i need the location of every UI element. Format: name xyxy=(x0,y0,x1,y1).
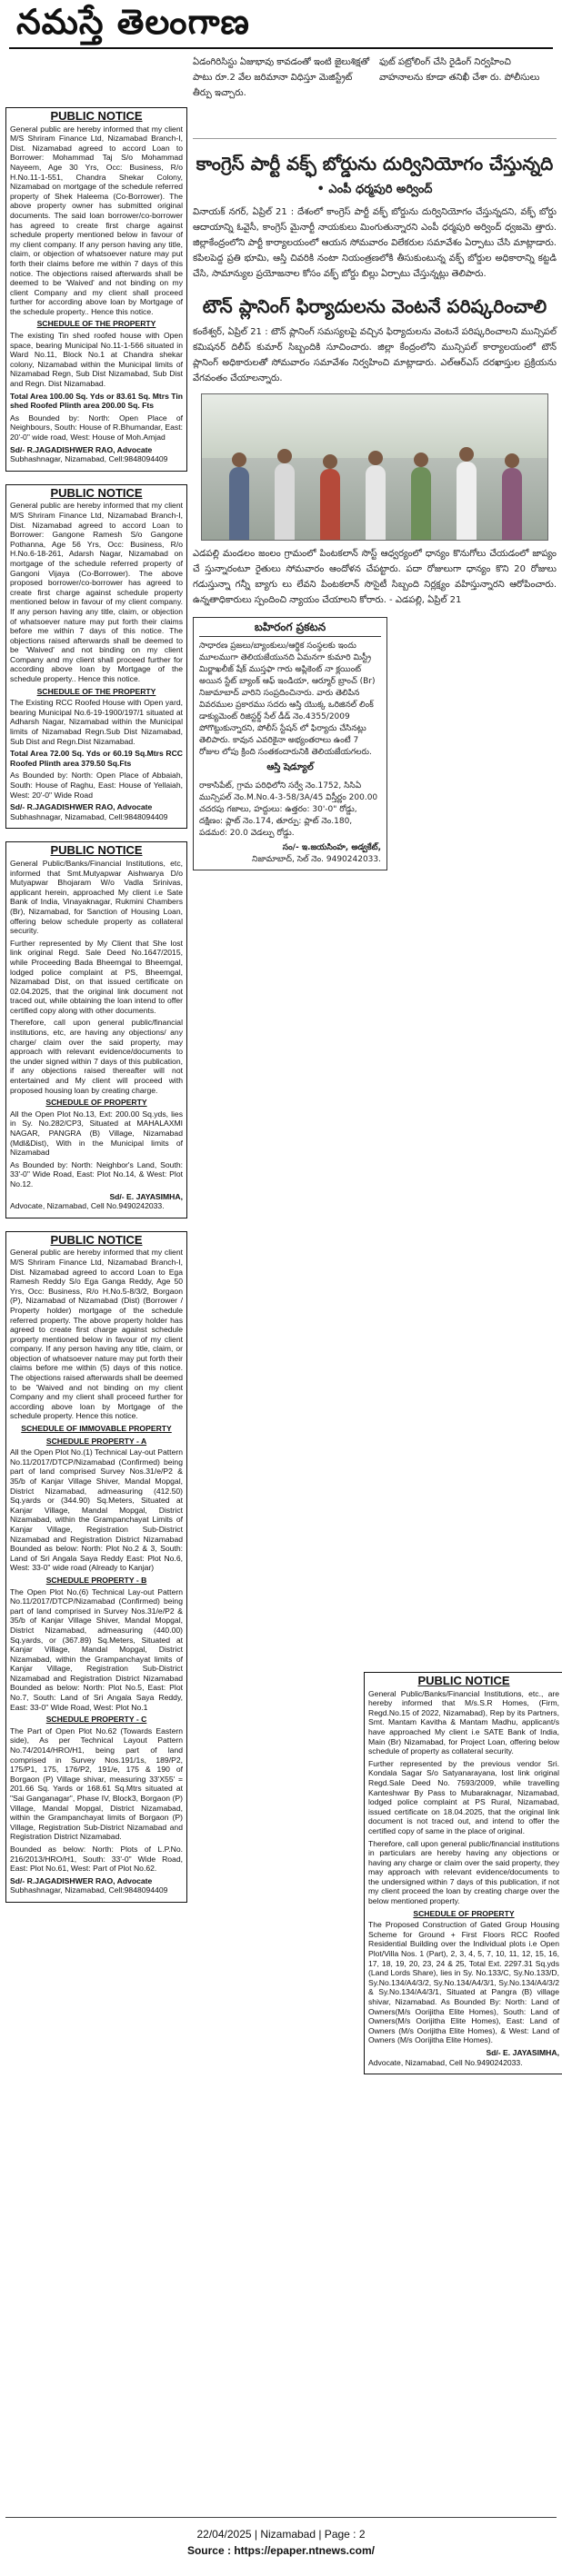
story-town-planning xyxy=(193,294,557,386)
public-notice-4 xyxy=(5,1231,187,1903)
signature: Sd/- R.JAGADISHWER RAO, Advocate xyxy=(10,802,153,812)
bounded-text: Bounded as below: North: Plots of L.P.No. 216/2013/HRO/H1, South: 33'-0" Wide Road, East: Plot No.61, West: Part of Plot No.62. xyxy=(10,1844,183,1874)
signature: Sd/- R.JAGADISHWER RAO, Advocate xyxy=(10,444,153,454)
notice-body: General public are hereby informed that my client M/S Shriram Finance Ltd, Nizamabad Branch-I, Dist. Nizamabad agreed to accord Loan to Borrower: Mohammad Taj S/o Mohammad Nayeem, Age 30 Yrs, Occ: Business, R/o H.No.11-1-551, Chandra Shekar Colony, Nizamabad on mortgage of the schedule referred property of Shek Haleema (Co-Borrower). The above property owner has submitted original documents. The said loan borrower/co-borrower has agreed to create first charge against schedule property mentioned below in favour of my client company. If any person having any title, claim, or objection of whatsoever nature may put forth their claims before me within 7 days of this notice. The objections raised afterwards shall be deemed to be 'Waived' and not binding on my client Company and my client shall proceed further for according above loan by Mortgage of the schedule property.. Hence this notice. xyxy=(10,124,183,316)
bounded-text: As Bounded by: North: Open Place of Neighbours, South: House of R.Bhumandar, East: 20'-0" wide road, West: House of Moh.Amjad xyxy=(10,413,183,442)
public-notice-1 xyxy=(5,107,187,472)
story-headline: కాంగ్రెస్ పార్టీ వక్ఫ్ బోర్డును దుర్వినియోగం చేస్తున్నది xyxy=(196,153,554,174)
footer-date-page: 22/04/2025 | Nizamabad | Page : 2 xyxy=(196,2528,366,2541)
schedule-text: All the Open Plot No.13, Ext: 200.00 Sq.yds, lies in Sy. No.282/CP3, Situated at MAHALAXMI NAGAR, PANGRA (B) Village, Nizamabad (Mdl&Dist), With in the Municipal limits of Nizamabad xyxy=(10,1109,183,1158)
address: Subhashnagar, Nizamabad, Cell:9848094409 xyxy=(10,811,168,821)
notice-body-2: Further represented by the previous vendor Sri. Kondala Sagar S/o Satyanarayana, lost link original Regd.Sale Deed No. 7593/2009, while travelling Kanteshwar By Pass to Mubaraknagar, Nizamabad, lodged police complaint at PS Rural, Nizamabad, issued certificate on 18.04.2025, that the original link document is not traced out, and intend to offer the certified copy of same in the place of original. xyxy=(368,1758,559,1835)
notice-body: General Public/Banks/Financial Institutions, etc., are hereby informed that M/s.S.R Homes, (Firm, Regd.No.15 of 2022, Nizamabad), Rep by its Partners, Smt. Mantam Kavitha & Mantam Madhu, applicant/s have approached My client i.e SATE Bank of India, Main (Br) Nizamabad, for Project Loan, offering below schedule of property as collateral security. xyxy=(368,1688,559,1756)
schedule-a-text: All the Open Plot No.(1) Technical Lay-out Pattern No.11/2017/DTCP/Nizamabad (Confirmed) being part of land comprised Survey Nos.31/e/P2 & 35/b of Kanjar Village Shiver, Mandal Mopgal, District Nizamabad, admeasuring (412.50) Sq.yards or (344.90) Sq.Meters, Situated at Kanjar Village, Mandal Mopgal, District Nizamabad, within the Grampanchayat Limits of Kanjar Village, Registration Sub-District Nizamabad and Registration District Nizamabad Bounded as below: North: Plot No.2 & 3, South: Land of Sri Angala Saya Reddy East: Plot No.6, West: 33-0" wide road (Already to Kanjar) xyxy=(10,1447,183,1573)
person-figure xyxy=(411,467,431,540)
address: Advocate, Nizamabad, Cell No.9490242033. xyxy=(368,2057,523,2067)
schedule-b-heading: SCHEDULE PROPERTY - B xyxy=(45,1575,147,1585)
footer-source-link[interactable]: Source : https://epaper.ntnews.com/ xyxy=(186,2544,376,2557)
story-body: ఎడపల్లి మండలం జంలం గ్రామంలో పింటకలాన్ సొస్ట్ ఆధ్వర్యంలో ధాన్యం కొనుగోలు చేయడంలో జాప్యం చే స్తున్నారంటూ రైతులు సోమవారం ఆందోళన చేపట్టారు. పదా రోజులుగా ధాన్యం కొని 20 రోజులు గడుస్తున్నా గన్నీ బ్యాగు లు లేవని పింటకలాన్ సొసైటీ సిబ్బంది నిర్లక్ష్యం వహిస్తున్నారని ఆరోపించారు. ఉన్నతాధికారులు స్పందించి న్యాయం చేయాలని కోరారు. - ఎడపల్లి, ఏప్రిల్ 21 xyxy=(193,549,557,605)
person-figure xyxy=(229,467,249,540)
page-footer xyxy=(0,2526,562,2559)
notice-body-3: Therefore, call upon general public/financial institutions in particulars are hereby having any objections or having any charge or claim over the said property, they may approach with relevant evidence/documents to the undersigned within 7 days of this publication, if not my client proceed the loan by creating charge over the below mentioned property. xyxy=(368,1838,559,1906)
schedule-c-text: The Part of Open Plot No.62 (Towards Eastern side), As per Technical Layout Pattern No.74/2014/HRO/H1, being part of land comprised in Survey Nos.191/1s, 189/P2, 175/P1, 175, 176/P2, 191/e, 175 & 190 of Borgaon (P) Village shivar, measuring 33'X55' = 201.66 Sq. Yards or 168.61 Sq.Mtrs situated at "Sai Ganganagar", Phase IV, Block3, Borgaon (P) Village, Mandal Mopgal, District Nizamabad, within the Grampanchayat limits of Borgaon (P) Village, Registration Sub-District Nizamabad and Registration District Nizamabad. xyxy=(10,1726,183,1842)
area-text: Total Area 72.00 Sq. Yds or 60.19 Sq.Mtrs RCC Roofed Plinth area 379.50 Sq.Fts xyxy=(10,749,183,768)
left-column xyxy=(5,107,187,1915)
schedule-text: The Existing RCC Roofed House with Open yard, bearing Municipal No.6-19-1900/197/1 situated at Adharsh Nagar, Nizamabad within the Municipal limits of Nizamabad Regn.Sub Dist Nizamabad, Sub Dist and Regn.Dist Nizamabad. xyxy=(10,698,183,746)
story-farmers xyxy=(193,546,557,608)
schedule-b-text: The Open Plot No.(6) Technical Lay-out Pattern No.11/2017/DTCP/Nizamabad (Confirmed) being part of land comprised in Survey Nos.31/e/P2 & 35/b of Kanjar Village Shiver, Mandal Mopgal, District Nizamabad, admeasuring (440.00) Sq.yards, or (367.89) Sq.Meters, Situated at Kanjar Village, Mandal Mopgal, District Nizamabad, within the Grampanchayat limits of Kanjar Village, Registration Sub-District Nizamabad and Registration District Nizamabad Bounded as below: North: Plot No.5, East: Plot No.7, South: Land of Sri Angala Saya Reddy, East: 33-0" Wide Road, West: Plot No.1 xyxy=(10,1586,183,1712)
signature: Sd/- E. JAYASIMHA, xyxy=(109,1191,183,1201)
bounded-text: As Bounded by: North: Open Place of Abbaiah, South: House of Raghu, East: House of Yellaiah, West: 20'-0" Wide Road xyxy=(10,771,183,800)
story-subhead: • ఎంపీ ధర్మపురి అర్వింద్ xyxy=(316,183,433,196)
schedule-heading: SCHEDULE OF PROPERTY xyxy=(45,1098,147,1108)
signature: Sd/- R.JAGADISHWER RAO, Advocate xyxy=(10,1875,153,1885)
telugu-announcement xyxy=(193,617,387,870)
schedule-heading: SCHEDULE OF THE PROPERTY xyxy=(36,686,156,696)
news-photo xyxy=(201,393,548,541)
announcement-address: నిజామాబాద్, సెల్ నెం. 9490242033. xyxy=(252,855,381,864)
notice-heading: PUBLIC NOTICE xyxy=(50,109,143,123)
notice-heading: PUBLIC NOTICE xyxy=(50,843,143,858)
address: Advocate, Nizamabad, Cell No.9490242033. xyxy=(10,1201,165,1211)
schedule-a-heading: SCHEDULE PROPERTY - A xyxy=(45,1436,147,1446)
person-figure xyxy=(502,468,522,540)
story-headline: టౌన్ ప్లానింగ్ ఫిర్యాదులను వెంటనే పరిష్కరించాలి xyxy=(202,295,547,317)
notice-heading: PUBLIC NOTICE xyxy=(50,1232,143,1247)
bounded-text: As Bounded by: North: Neighbor's Land, South: 33'-0" Wide Road, East: Plot No.14, & West: Plot No.12. xyxy=(10,1159,183,1189)
schedule-text: The Proposed Construction of Gated Group Housing Scheme for Ground + First Floors RCC Roofed Residential Building over the Individual plots i.e Open Plot/Villa Nos. 1 (Part), 2, 3, 4, 5, 7, 10, 11, 12, 15, 16, 17, 18, 19, 20, 23, 24 & 25, Total Ext. 2297.31 Sq.yds (Land Lords Share), lies in Sy. No.133/C, Sy.No.133/D, Sy.No.134/A4/3/2, Sy.No.134/A4/3/1, Sy.No.134/A4/3/2 & Sy.No.134/A4/3/1, Situated at Pangra (B) village shivar, Nizamabad. As Bounded By: North: Land of Owners(M/s Oorijitha Elite Homes), South: Land of Owners(M/s Oorijitha Elite Homes), East: Land of Owners (M/s Oorijitha Elite Homes), & West: Land of Owners (M/s Oorijitha Elite Homes). xyxy=(368,1920,559,2045)
newspaper-title: నమస్తే తెలంగాణ xyxy=(16,2,250,42)
schedule-text: The existing Tin shed roofed house with Open space, bearing Municipal No.11-1-566 situated in Ward No.11, Block No.1 at Chandra shekar colony, Nizamabad within the Municipal limits of Nizamabad Regn, Sub Dist Nizamabad, Sub Dist and Regn. Dist Nizamabad. xyxy=(10,331,183,389)
top-snippets xyxy=(193,55,557,139)
area-text: Total Area 100.00 Sq. Yds or 83.61 Sq. Mtrs Tin shed Roofed Plinth area 200.00 Sq. Fts xyxy=(10,391,183,411)
notice-body: General public are hereby informed that my client M/S Shriram Finance Ltd, Nizamabad Branch-I, Dist. Nizamabad agreed to accord Loan to Borrower: Gangone Ramesh S/o Gangone Pothanna, Age 56 Yrs, Occ: Business, R/o H.No.6-18-261, Adarsh Nagar, Nizamabad on mortgage of the schedule referred property of Gangoni Vijaya (Co-Borrower). The above proposed borrower/co-borrower has agreed to create first charge against schedule property mentioned below in favour of my client company. If any person having any title, claim, or objection of whatsoever nature may put forth their claims before me within 7 days of this notice. The objections raised afterwards shall be deemed to be 'Waived' and not binding on my client Company and my client shall proceed further for according above loan by Mortgage of the schedule property.. Hence this notice. xyxy=(10,501,183,684)
announcement-body: సాధారణ ప్రజలు/బ్యాంకులు/ఆర్థిక సంస్థలకు ఇందు మూలముగా తెలియజేయునది ఏమనగా కుమారి మిస్ట్రీ మిర్జాఖలీజ్ షేక్ ముస్తఫా గారు అప్లికెంట్ నా క్లయింట్ అయిన స్టేట్ బ్యాంక్ ఆఫ్ ఇండియా, ఆర్మూర్ బ్రాంచ్ (Br) నిజామాబాద్ వారిని సంప్రదించినారు. వారు తెలిపిన వివరముల ప్రకారము సదరు ఆస్తి యొక్క ఒరిజినల్ లింక్ డాక్యుమెంట్ రిజిస్టర్డ్ సేల్ డీడ్ నెం.4355/2009 పోగొట్టుకున్నారని, పోలీస్ స్టేషన్ లో ఫిర్యాదు చేసినట్లు తెలిపారు. కావున ఎవరికైనా అభ్యంతరాలు ఉంటే 7 రోజుల లోపు క్రింది సంతకందారునికి తెలియజేయగలరు. xyxy=(199,642,376,757)
masthead-divider xyxy=(9,47,553,49)
masthead xyxy=(0,0,562,51)
news-snippet-1: ఏడంగిరిసిస్టు ఏజుభావు కావడంతో ఇంటి జైలుశిక్షతో పాటు రూ.2 వేల జరిమానా విధిస్తూ మెజిస్ట్రేట్ తీర్పు ఇచ్చారు. xyxy=(193,57,370,98)
person-figure xyxy=(457,462,477,540)
person-figure xyxy=(275,463,295,540)
notice-body: General public are hereby informed that my client M/S Shriram Finance Ltd, Nizamabad Branch-I, Dist. Nizamabad agreed to accord Loan to Ega Ramesh Reddy S/o Ega Ganga Reddy, Age 50 Yrs, Occ: Business, R/o H.No.5-8/3/2, Borgaon (P), Nizamabad of Nizamabad (Dist) (Borrower / Property holder) mortgage of the schedule referred property. The above property holder has agreed to create first charge against schedule property mentioned below in favour of my client company. If any person having any title, claim, or objection of whatsoever nature may put forth their claims before me within (5) days of this notice. The objections raised afterwards shall be deemed to be 'Waived and not binding on my client Company and my client shall proceed further for according above loan by Mortgage of the schedule property. Hence this notice. xyxy=(10,1248,183,1421)
notice-body: General Public/Banks/Financial Institutions, etc, informed that Smt.Mutyapwar Aishwarya D/o Mutyapwar Bhojaram W/o Vadla Srinivas, applicant herein, approached My client i.e Sate Bank of India, Vinayaknagar, Rukmini Chambers (Br), Nizamabad, for Sanction of Housing Loan, offering below schedule property as collateral security. xyxy=(10,858,183,936)
news-snippet-2: ఫుట్ పట్రోలింగ్ చేసి రైడింగ్ నిర్వహించి వాహనాలను కూడా తనిఖీ చేశా రు. పోలీసులు xyxy=(379,57,540,83)
person-figure xyxy=(320,469,340,540)
address: Subhashnagar, Nizamabad, Cell:9848094409 xyxy=(10,1885,168,1895)
notice-body-2: Further represented by My Client that She lost link original Regd. Sale Deed No.1647/2015, while Proceeding Bada Bheemgal to Bheemgal, lodged police complaint at PS, Bheemgal, Nizamabad Dist, on that issued certificate on 02.04.2025, that the original link document not traced out, while obtaining the loan intend to offer certified copy along with other documents. xyxy=(10,938,183,1015)
announcement-heading: బహిరంగ ప్రకటన xyxy=(199,622,381,637)
story-body: కంఠేశ్వర్, ఏప్రిల్ 21 : టౌన్ ప్లానింగ్ సమస్యలపై వచ్చిన ఫిర్యాదులను వెంటనే పరిష్కరించాలని మున్సిపల్ కమిషనర్ దిలీప్ కుమార్ సిబ్బందికి సూచించారు. జిల్లా కేంద్రంలోని మున్సిపల్ కార్యాలయంలో టౌన్ ప్లానింగ్ అధికారులతో సోమవారం సమావేశం నిర్వహించి మాట్లాడారు. ఎల్ఆర్ఎస్ దరఖాస్తుల ప్రక్రియను వేగవంతం చేయాలన్నారు. xyxy=(193,327,557,383)
announcement-signature: సం/- ఇ.జయసింహ, అడ్వకేట్, xyxy=(282,843,381,852)
public-notice-2 xyxy=(5,484,187,830)
story-body: వినాయక్ నగర్, ఏప్రిల్ 21 : దేశంలో కాంగ్రెస్ పార్టీ వక్ఫ్ బోర్డును దుర్వినియోగం చేస్తున్నదని, వక్ఫ్ బోర్డు ఆదాయాన్ని ఓవైసీ, కాంగ్రెస్ మైనార్టీ నాయకులు మింగుతున్నారని ఎంపీ ధర్మపురి అర్వింద్ ధ్వజమె త్తారు. జిల్లాకేంద్రంలోని పార్టీ కార్యాలయంలో ఆయన సోమవారం విలేకరుల సమావేశం ఏర్పాటు చేసి మాట్లాడారు. కపిలపెద్ద ప్రతి భూమి, ఆస్తి చివరికి నంటా నియంత్రణలోకి తీసుకుంటున్న వక్ఫ్ బోర్డుల అధికారాన్ని కట్టడి చేసి, సామాన్యుల ప్రయోజనాల కోసం వక్ఫ్ బోర్డు బిల్లు ఏర్పాటు చేస్తున్నట్లు తెలిపారు. xyxy=(193,207,557,279)
schedule-heading: SCHEDULE OF PROPERTY xyxy=(413,1908,515,1918)
address: Subhashnagar, Nizamabad, Cell:9848094409 xyxy=(10,454,168,464)
footer-divider xyxy=(5,2517,557,2518)
notice-heading: PUBLIC NOTICE xyxy=(50,485,143,500)
schedule-heading: SCHEDULE OF IMMOVABLE PROPERTY xyxy=(21,1424,172,1434)
schedule-heading: SCHEDULE OF THE PROPERTY xyxy=(36,319,156,329)
public-notice-srhomes xyxy=(364,1672,562,2074)
person-figure xyxy=(366,465,386,540)
notice-heading: PUBLIC NOTICE xyxy=(417,1674,510,1687)
right-column xyxy=(193,55,557,870)
signature: Sd/- E. JAYASIMHA, xyxy=(486,2047,559,2057)
schedule-c-heading: SCHEDULE PROPERTY - C xyxy=(45,1715,147,1725)
story-waqf xyxy=(193,152,557,282)
notice-body-3: Therefore, call upon general public/financial institutions, etc, are having any objections/ any charge/ claim over the said property, may approach with relevant evidence/documents to the under signed within 7 days of this publication, if any objections raised thereafter will not entertained and My client will proceed with proposed housing loan by creating charge. xyxy=(10,1018,183,1095)
public-notice-3 xyxy=(5,841,187,1218)
announcement-schedule: రాకాసిపేట్, గ్రామ పరిధిలోని సర్వే నెం.1752, సిసిఏ మున్సిపల్ నెం.M.No.4-3-58/3A/45 విస్తీర్ణం 200.00 చదరపు గజాలు, హద్దులు: ఉత్తరం: 30'-0" రోడ్డు, దక్షిణం: ప్లాట్ నెం.174, తూర్పు: ప్లాట్ నెం.180, పడమర: 20.0 వెడల్పు రోడ్డు. xyxy=(199,781,378,838)
announcement-schedule-heading: ఆస్తి షెడ్యూల్ xyxy=(266,762,314,772)
